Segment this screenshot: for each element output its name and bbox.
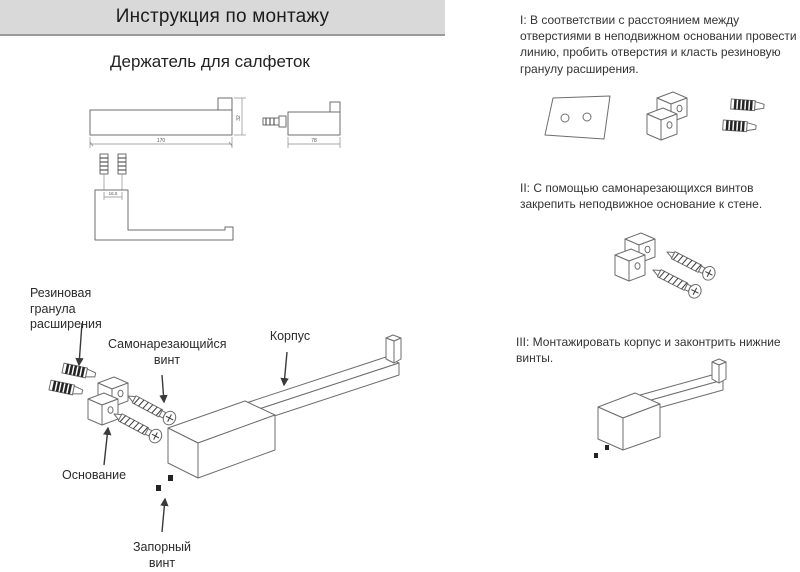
leader-arrow-body bbox=[284, 352, 287, 385]
wall-plate-icon bbox=[545, 96, 610, 139]
rubber-plug-icon bbox=[62, 363, 96, 380]
label-self-tapping-screw: Самонарезающийся винт bbox=[108, 337, 227, 367]
rubber-plug-icon bbox=[49, 380, 83, 397]
dimension-hole-spacing: 16.5 bbox=[108, 191, 118, 196]
lock-screw-icon bbox=[594, 453, 598, 458]
step-1-text: I: В соответствии с расстоянием между отверстиями в неподвижном основании провести линию, пробить отверстия и класть резиновую гранулу расширения. bbox=[520, 13, 797, 76]
dimension-height: 32 bbox=[236, 115, 242, 121]
step-2-text: II: С помощью самонарезающихся винтов закрепить неподвижное основание к стене. bbox=[520, 181, 763, 212]
dimension-length: 170 bbox=[156, 138, 166, 144]
step-1-illustration bbox=[525, 88, 795, 173]
base-icon bbox=[615, 233, 655, 281]
step-3-text: III: Монтажировать корпус и законтрить нижние винты. bbox=[516, 335, 781, 366]
top-view-drawing bbox=[95, 154, 233, 240]
base-icon bbox=[647, 92, 687, 140]
lock-screw-icon bbox=[168, 475, 173, 481]
technical-drawing bbox=[80, 92, 430, 267]
fixing-screw-icon bbox=[100, 154, 108, 190]
leader-arrow-lock-screw bbox=[162, 499, 165, 532]
lock-screw-icon bbox=[156, 485, 161, 491]
lock-screw-icon bbox=[605, 445, 609, 450]
rubber-plug-icon bbox=[723, 120, 757, 132]
fixing-screw-icon bbox=[118, 154, 126, 190]
header-bar bbox=[0, 0, 445, 36]
leader-arrow-screw bbox=[162, 375, 164, 402]
side-view-drawing bbox=[263, 102, 340, 148]
page-title: Инструкция по монтажу bbox=[115, 6, 330, 27]
product-subtitle: Держатель для салфеток bbox=[110, 52, 310, 71]
front-view-drawing bbox=[90, 98, 246, 148]
step-3-illustration bbox=[575, 352, 800, 482]
assembled-holder-icon bbox=[598, 359, 726, 450]
leader-arrow-base bbox=[104, 428, 108, 465]
rubber-plug-icon bbox=[731, 99, 765, 111]
step-2-illustration bbox=[595, 228, 790, 328]
dimension-depth: 78 bbox=[311, 138, 317, 144]
label-lock-screw: Запорный винт bbox=[132, 540, 192, 570]
label-body: Корпус bbox=[269, 329, 311, 343]
label-base: Основание bbox=[62, 468, 127, 482]
label-rubber-plug: Резиновая гранула расширения bbox=[30, 286, 102, 332]
